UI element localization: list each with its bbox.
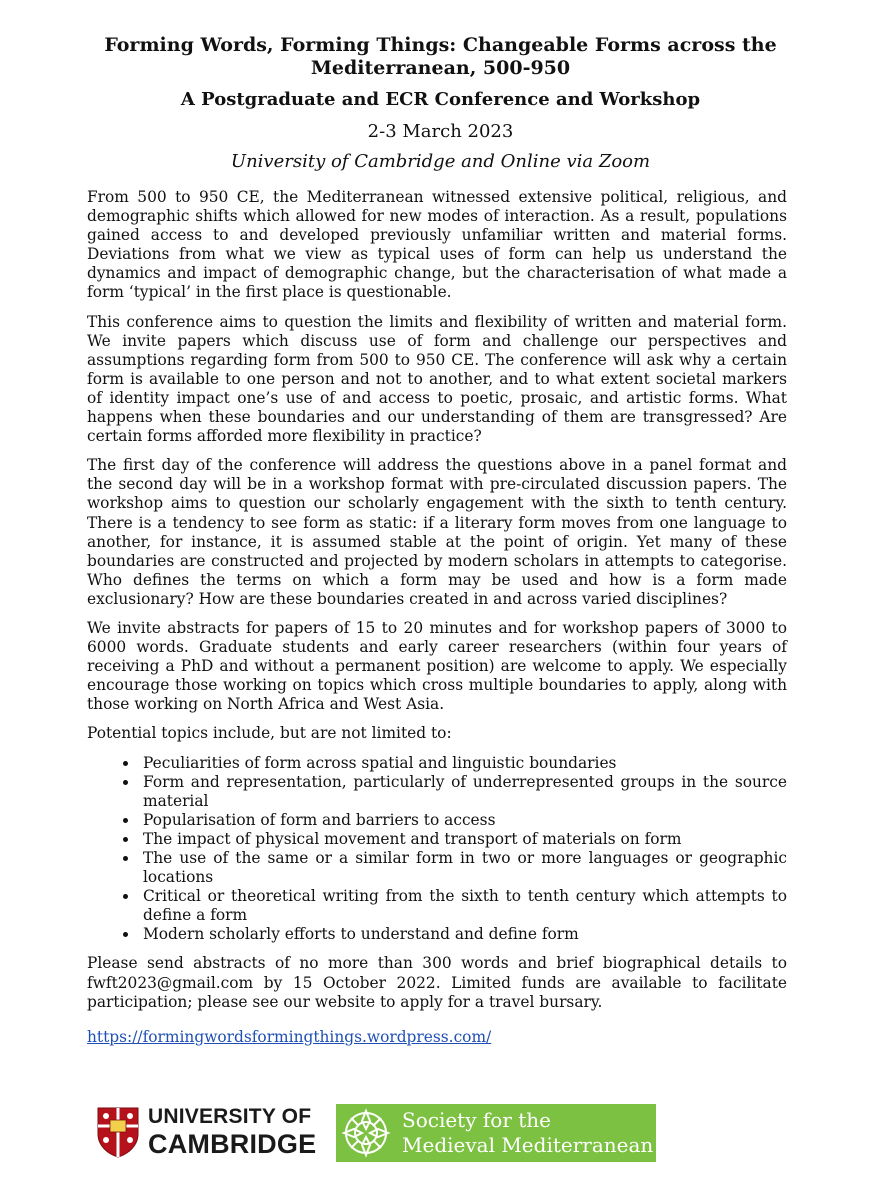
paragraph-intro: From 500 to 950 CE, the Mediterranean witnessed extensive political, religious, and demographic shifts which allowed for new modes of interaction. As a result, populations gained access to and developed previously unfamiliar written and material forms. Deviations from what we view as typical uses of form can help us understand the dynamics and impact of demographic change, but the characterisation of what made a form ‘typical’ in the first place is questionable. xyxy=(87,188,787,302)
topic-item: • Peculiarities of form across spatial and linguistic boundaries xyxy=(139,754,787,773)
smm-logo-line2: Medieval Mediterranean xyxy=(402,1133,654,1157)
topic-item: • Form and representation, particularly of underrepresented groups in the source material xyxy=(139,773,787,811)
cambridge-shield-icon xyxy=(96,1106,140,1158)
page-title: Forming Words, Forming Things: Changeable Forms across the Mediterranean, 500-950 xyxy=(104,34,777,79)
event-venue: University of Cambridge and Online via Zoom xyxy=(230,151,651,172)
body-text xyxy=(87,188,787,1047)
website-line xyxy=(87,1028,787,1047)
topic-item: • The impact of physical movement and transport of materials on form xyxy=(139,830,787,849)
topics-list xyxy=(87,754,787,945)
website-link[interactable]: https://formingwordsformingthings.wordpress.com/ xyxy=(87,1027,492,1046)
header xyxy=(0,0,881,173)
topic-item: • Modern scholarly efforts to understand and define form xyxy=(139,925,787,944)
topic-item: • The use of the same or a similar form in two or more languages or geographic locations xyxy=(139,849,787,887)
topic-item: • Popularisation of form and barriers to access xyxy=(139,811,787,830)
smm-logo xyxy=(336,1104,656,1162)
paragraph-invitation: We invite abstracts for papers of 15 to 20 minutes and for workshop papers of 3000 to 6000 words. Graduate students and early career researchers (within four years of receiving a PhD and without a permanent position) are welcome to apply. We especially encourage those working on topics which cross multiple boundaries to apply, along with those working on North Africa and West Asia. xyxy=(87,618,787,714)
paragraph-closing: Please send abstracts of no more than 300 words and brief biographical details to fwft2023@gmail.com by 15 October 2022. Limited funds are available to facilitate participation; please see our website to apply for a travel bursary. xyxy=(87,954,787,1011)
smm-emblem-icon xyxy=(340,1107,392,1159)
topics-intro: Potential topics include, but are not limited to: xyxy=(87,724,452,743)
event-date: 2-3 March 2023 xyxy=(367,121,514,142)
page-subtitle: A Postgraduate and ECR Conference and Workshop xyxy=(180,89,701,110)
paragraph-format: The first day of the conference will address the questions above in a panel format and the second day will be in a workshop format with pre-circulated discussion papers. The workshop aims to question our scholarly engagement with the sixth to tenth century. There is a tendency to see form as static: if a literary form moves from one language to another, for instance, it is assumed stable at the point of origin. Yet many of these boundaries are constructed and projected by modern scholars in attempts to categorise. Who defines the terms on which a form may be used and how is a form made exclusionary? How are these boundaries created in and across varied disciplines? xyxy=(87,456,787,608)
topic-item: • Critical or theoretical writing from the sixth to tenth century which attempts to define a form xyxy=(139,887,787,925)
logos-bar xyxy=(96,1104,696,1166)
cambridge-logo-line1: UNIVERSITY OF xyxy=(148,1105,312,1128)
cambridge-logo-line2: CAMBRIDGE xyxy=(148,1129,317,1159)
smm-logo-line1: Society for the xyxy=(402,1108,551,1132)
paragraph-aims: This conference aims to question the limits and flexibility of written and material form. We invite papers which discuss use of form and challenge our perspectives and assumptions regarding form from 500 to 950 CE. The conference will ask why a certain form is available to one person and not to another, and to what extent societal markers of identity impact one’s use of and access to poetic, prosaic, and artistic forms. What happens when these boundaries and our understanding of them are transgressed? Are certain forms afforded more flexibility in practice? xyxy=(87,312,787,446)
